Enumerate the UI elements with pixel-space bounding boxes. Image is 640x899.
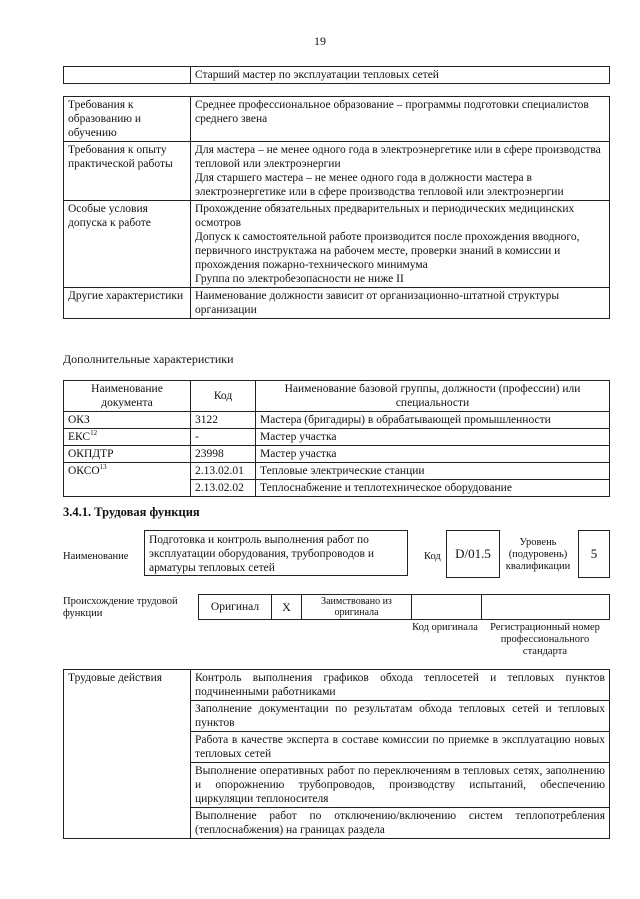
requirements-table — [63, 96, 610, 319]
code-box — [446, 530, 500, 578]
reg-number-label: Регистрационный номер профессионального стандарта — [490, 622, 600, 657]
level-value: 5 — [590, 546, 598, 561]
original-label: Оригинал — [210, 601, 260, 613]
req-row — [64, 97, 610, 142]
name-cell: Тепловые электрические станции — [256, 463, 610, 480]
code-value: D/01.5 — [455, 546, 491, 561]
req-label: Требования к образованию и обучению — [64, 97, 191, 142]
req-label: Требования к опыту практической работы — [64, 142, 191, 201]
level-box — [578, 530, 610, 578]
action-item: Контроль выполнения графиков обхода теплосетей и тепловых пунктов подчиненными работниками — [191, 670, 610, 701]
footnote-ref: 12 — [90, 429, 98, 438]
additional-heading: Дополнительные характеристики — [63, 352, 234, 366]
req-value: Среднее профессиональное образование – программы подготовки специалистов среднего звена — [191, 97, 610, 142]
doc-name: ЕКС — [68, 431, 91, 443]
actions-label: Трудовые действия — [64, 670, 191, 839]
col-code-header: Код — [191, 381, 256, 412]
doc-name: ОКЗ — [68, 414, 90, 426]
action-item: Выполнение оперативных работ по переключениям в тепловых сетях, заполнению и опорожнению трубопроводов, производству испытаний, обеспечению циркуляции теплоносителя — [191, 763, 610, 808]
col-doc-header: Наименование документа — [64, 381, 191, 412]
function-name-label: Наименование — [63, 551, 129, 562]
col-name-header: Наименование базовой группы, должности (профессии) или специальности — [256, 381, 610, 412]
req-value: Прохождение обязательных предварительных и периодических медицинских осмотров Допуск к самостоятельной работе производится после прохождения вводного, первичного инструктажа на рабочем месте, проверки знаний в комиссии и прохождения пожарно-технического минимума Группа по электробезопасности не ниже II — [191, 201, 610, 288]
req-label: Другие характеристики — [64, 288, 191, 319]
table-row — [64, 429, 610, 446]
code-original-label: Код оригинала — [412, 622, 478, 633]
req-value: Для мастера – не менее одного года в электроэнергетике или в сфере производства тепловой или электроэнергии Для старшего мастера – не менее одного года в должности мастера в электроэнергетике или в сфере производства тепловой или электроэнергии — [191, 142, 610, 201]
code-label: Код — [424, 551, 441, 562]
table-row — [64, 670, 610, 701]
req-row — [64, 142, 610, 201]
req-value: Наименование должности зависит от организационно-штатной структуры организации — [191, 288, 610, 319]
original-mark: X — [271, 595, 301, 619]
footnote-ref: 13 — [99, 463, 107, 472]
action-item: Заполнение документации по результатам обхода тепловых сетей и тепловых пунктов — [191, 701, 610, 732]
doc-name: ОКСО — [68, 465, 100, 477]
action-item: Работа в качестве эксперта в составе комиссии по приемке в эксплуатацию новых тепловых сетей — [191, 732, 610, 763]
function-heading: 3.4.1. Трудовая функция — [63, 505, 200, 519]
job-title: Старший мастер по эксплуатации тепловых сетей — [191, 67, 610, 84]
borrowed-label: Заимствовано из оригинала — [301, 595, 411, 619]
origin-row — [198, 594, 610, 620]
name-cell: Мастера (бригадиры) в обрабатывающей промышленности — [256, 412, 610, 429]
req-label: Особые условия допуска к работе — [64, 201, 191, 288]
name-cell: Мастер участка — [256, 429, 610, 446]
title-table — [63, 66, 610, 84]
additional-table — [63, 380, 610, 497]
doc-name: ОКПДТР — [68, 448, 114, 460]
code-cell: 2.13.02.02 — [191, 480, 256, 497]
page-number: 19 — [314, 34, 326, 48]
table-row — [64, 463, 610, 480]
table-row — [64, 412, 610, 429]
actions-table — [63, 669, 610, 839]
name-cell: Теплоснабжение и теплотехническое оборудование — [256, 480, 610, 497]
function-name-value: Подготовка и контроль выполнения работ по эксплуатации оборудования, трубопроводов и арматуры тепловых сетей — [149, 534, 375, 574]
additional-header-row — [64, 381, 610, 412]
req-row — [64, 288, 610, 319]
code-cell: 23998 — [191, 446, 256, 463]
reg-number-cell — [481, 595, 609, 619]
code-cell: 2.13.02.01 — [191, 463, 256, 480]
code-original-cell — [411, 595, 481, 619]
origin-label: Происхождение трудовой функции — [63, 596, 178, 619]
code-cell: 3122 — [191, 412, 256, 429]
name-cell: Мастер участка — [256, 446, 610, 463]
table-row — [64, 446, 610, 463]
function-name-box — [144, 530, 408, 576]
level-label: Уровень (подуровень) квалификации — [505, 537, 571, 572]
action-item: Выполнение работ по отключению/включению систем теплопотребления (теплоснабжения) на границах раздела — [191, 808, 610, 839]
code-cell: - — [191, 429, 256, 446]
req-row — [64, 201, 610, 288]
